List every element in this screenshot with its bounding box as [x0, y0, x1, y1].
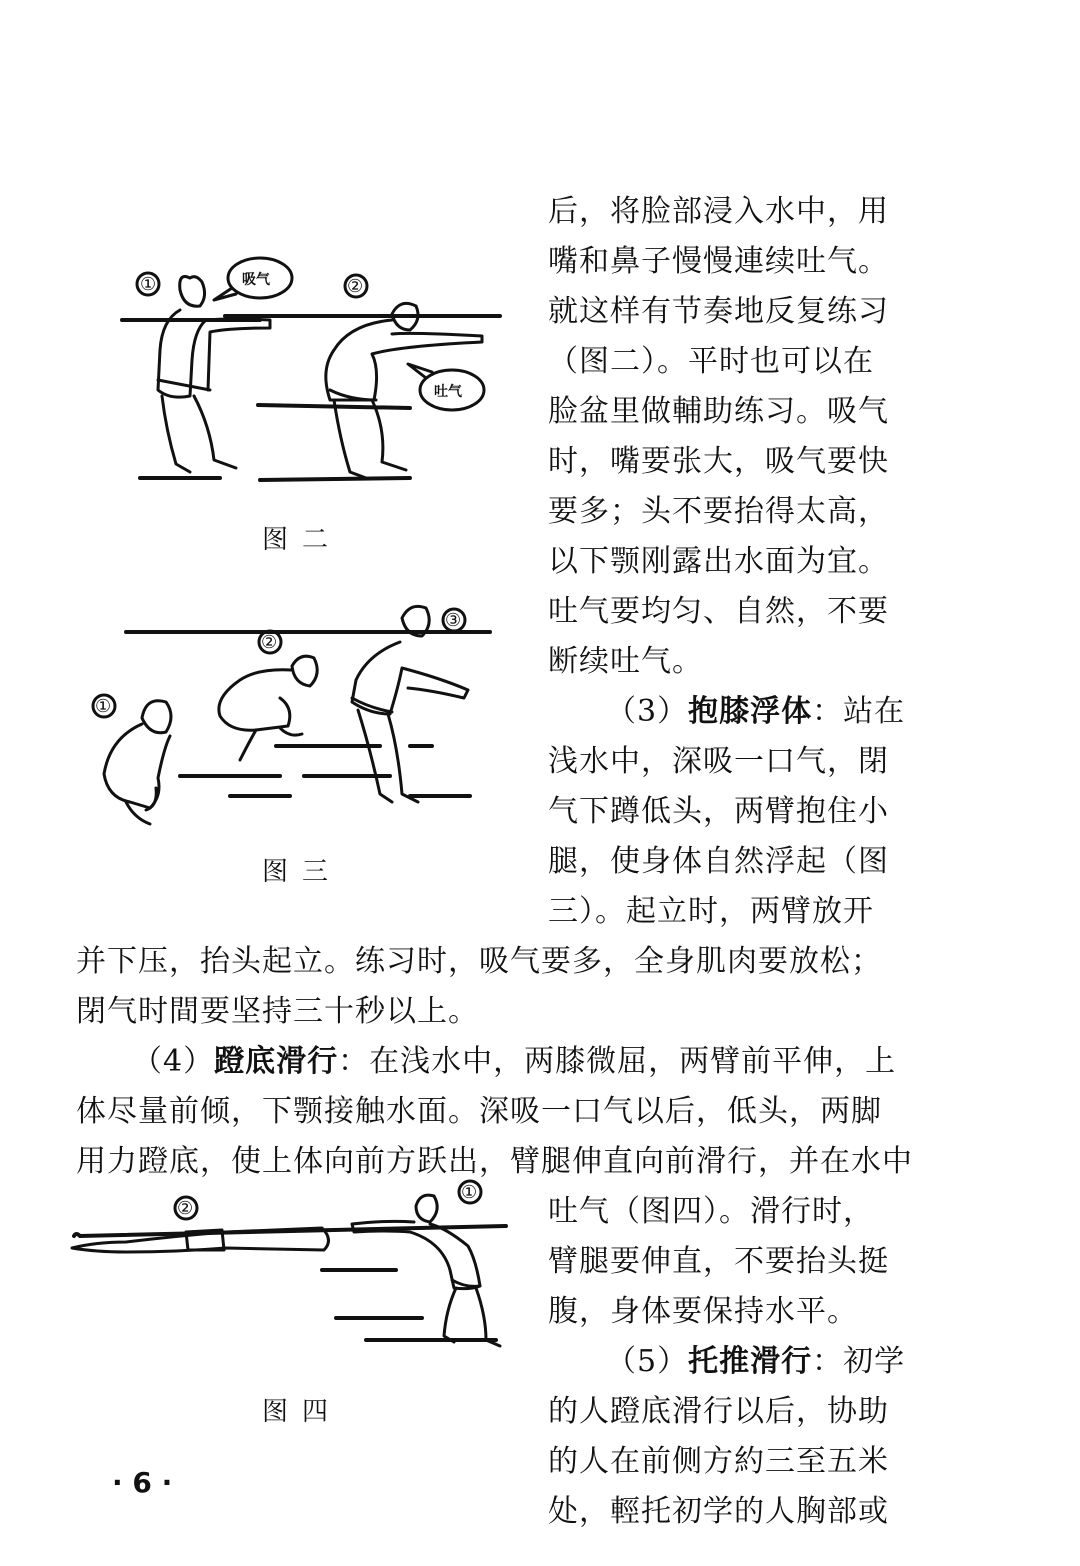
- text-line: 脸盆里做輔助练习。吸气: [548, 394, 889, 429]
- swimmer-head: [416, 1195, 437, 1222]
- figure-marker: ②: [347, 276, 364, 297]
- text-line: 的人蹬底滑行以后，协助: [548, 1394, 889, 1429]
- figure-marker: ②: [261, 632, 278, 653]
- text-line: 并下压，抬头起立。练习时，吸气要多，全身肌肉要放松；: [76, 944, 882, 979]
- figure-3-caption: 图三: [262, 857, 343, 887]
- text-line: 体尽量前倾，下颚接触水面。深吸一口气以后，低头，两脚: [76, 1094, 882, 1129]
- swimmer-legs: [334, 400, 406, 478]
- swimmer-head: [292, 656, 317, 686]
- text-line: （图二）。平时也可以在: [548, 344, 874, 379]
- text-line: 嘴和鼻子慢慢連续吐气。: [548, 244, 889, 279]
- figure-marker: ①: [140, 274, 157, 295]
- swimmer-legs: [444, 1288, 500, 1346]
- figure-marker: ①: [461, 1182, 478, 1203]
- figure-3-illustration: [80, 598, 500, 838]
- text-line: 后，将脸部浸入水中，用: [548, 194, 889, 229]
- text-line: 以下颚刚露出水面为宜。: [548, 544, 889, 579]
- section-text: ：在浅水中，两膝微屈，两臂前平伸，上: [338, 1044, 897, 1079]
- water-line: [336, 1318, 496, 1340]
- section-text: ：初学: [812, 1344, 906, 1379]
- swimmer-body: [219, 670, 292, 731]
- section-5-line: [606, 1340, 905, 1384]
- swimmer-body: [104, 724, 170, 808]
- text-line: 三）。起立时，两臂放开: [548, 894, 874, 929]
- text-line: 断续吐气。: [548, 644, 703, 679]
- figure-2-illustration: [110, 250, 510, 500]
- section-number: （4）: [132, 1044, 215, 1079]
- text-line: 气下蹲低头，两臂抱住小: [548, 794, 889, 829]
- text-line: 要多；头不要抬得太高，: [548, 494, 889, 529]
- text-line: 浅水中，深吸一口气，閉: [548, 744, 889, 779]
- swimmer-body: [352, 1221, 480, 1288]
- water-line: [140, 478, 410, 480]
- text-line: 用力蹬底，使上体向前方跃出，臂腿伸直向前滑行，并在水中: [76, 1144, 913, 1179]
- section-heading: 托推滑行: [688, 1344, 813, 1379]
- figure-marker: ①: [95, 696, 112, 717]
- swimmer-head: [142, 701, 171, 733]
- text-line: 处，輕托初学的人胸部或: [548, 1494, 889, 1529]
- section-3-line: [606, 690, 905, 734]
- figure-4-caption: 图四: [262, 1397, 343, 1427]
- swimmer-head: [180, 277, 205, 307]
- section-heading: 抱膝浮体: [688, 694, 813, 729]
- text-line: 时，嘴要张大，吸气要快: [548, 444, 889, 479]
- bubble-text: 吸气: [242, 272, 270, 288]
- swimmer-trunks: [158, 380, 210, 390]
- figure-4-illustration: [66, 1170, 516, 1370]
- section-4-line: [132, 1040, 896, 1084]
- section-number: （5）: [606, 1344, 689, 1379]
- figure-marker: ②: [177, 1198, 194, 1219]
- section-number: （3）: [606, 694, 689, 729]
- text-line: 就这样有节奏地反复练习: [548, 294, 889, 329]
- text-line: 腿，使身体自然浮起（图: [548, 844, 889, 879]
- text-line: 臂腿要伸直，不要抬头挺: [548, 1244, 889, 1279]
- swimmer-body: [352, 642, 468, 714]
- page-number: · 6 ·: [112, 1466, 173, 1499]
- section-heading: 蹬底滑行: [214, 1044, 339, 1079]
- text-line: 吐气要均匀、自然，不要: [548, 594, 889, 629]
- text-line: 腹，身体要保持水平。: [548, 1294, 858, 1329]
- bubble-text: 吐气: [434, 384, 462, 400]
- swimmer-legs: [162, 396, 236, 472]
- figure-marker: ③: [445, 610, 462, 631]
- figure-2-caption: 图二: [262, 525, 343, 555]
- swimmer-legs: [358, 710, 418, 802]
- swimmer-trunks: [452, 1280, 480, 1286]
- section-text: ：站在: [812, 694, 906, 729]
- text-line: 吐气（图四）。滑行时，: [548, 1194, 874, 1229]
- text-line: 閉气时間要坚持三十秒以上。: [76, 994, 479, 1029]
- text-line: 的人在前侧方約三至五米: [548, 1444, 889, 1479]
